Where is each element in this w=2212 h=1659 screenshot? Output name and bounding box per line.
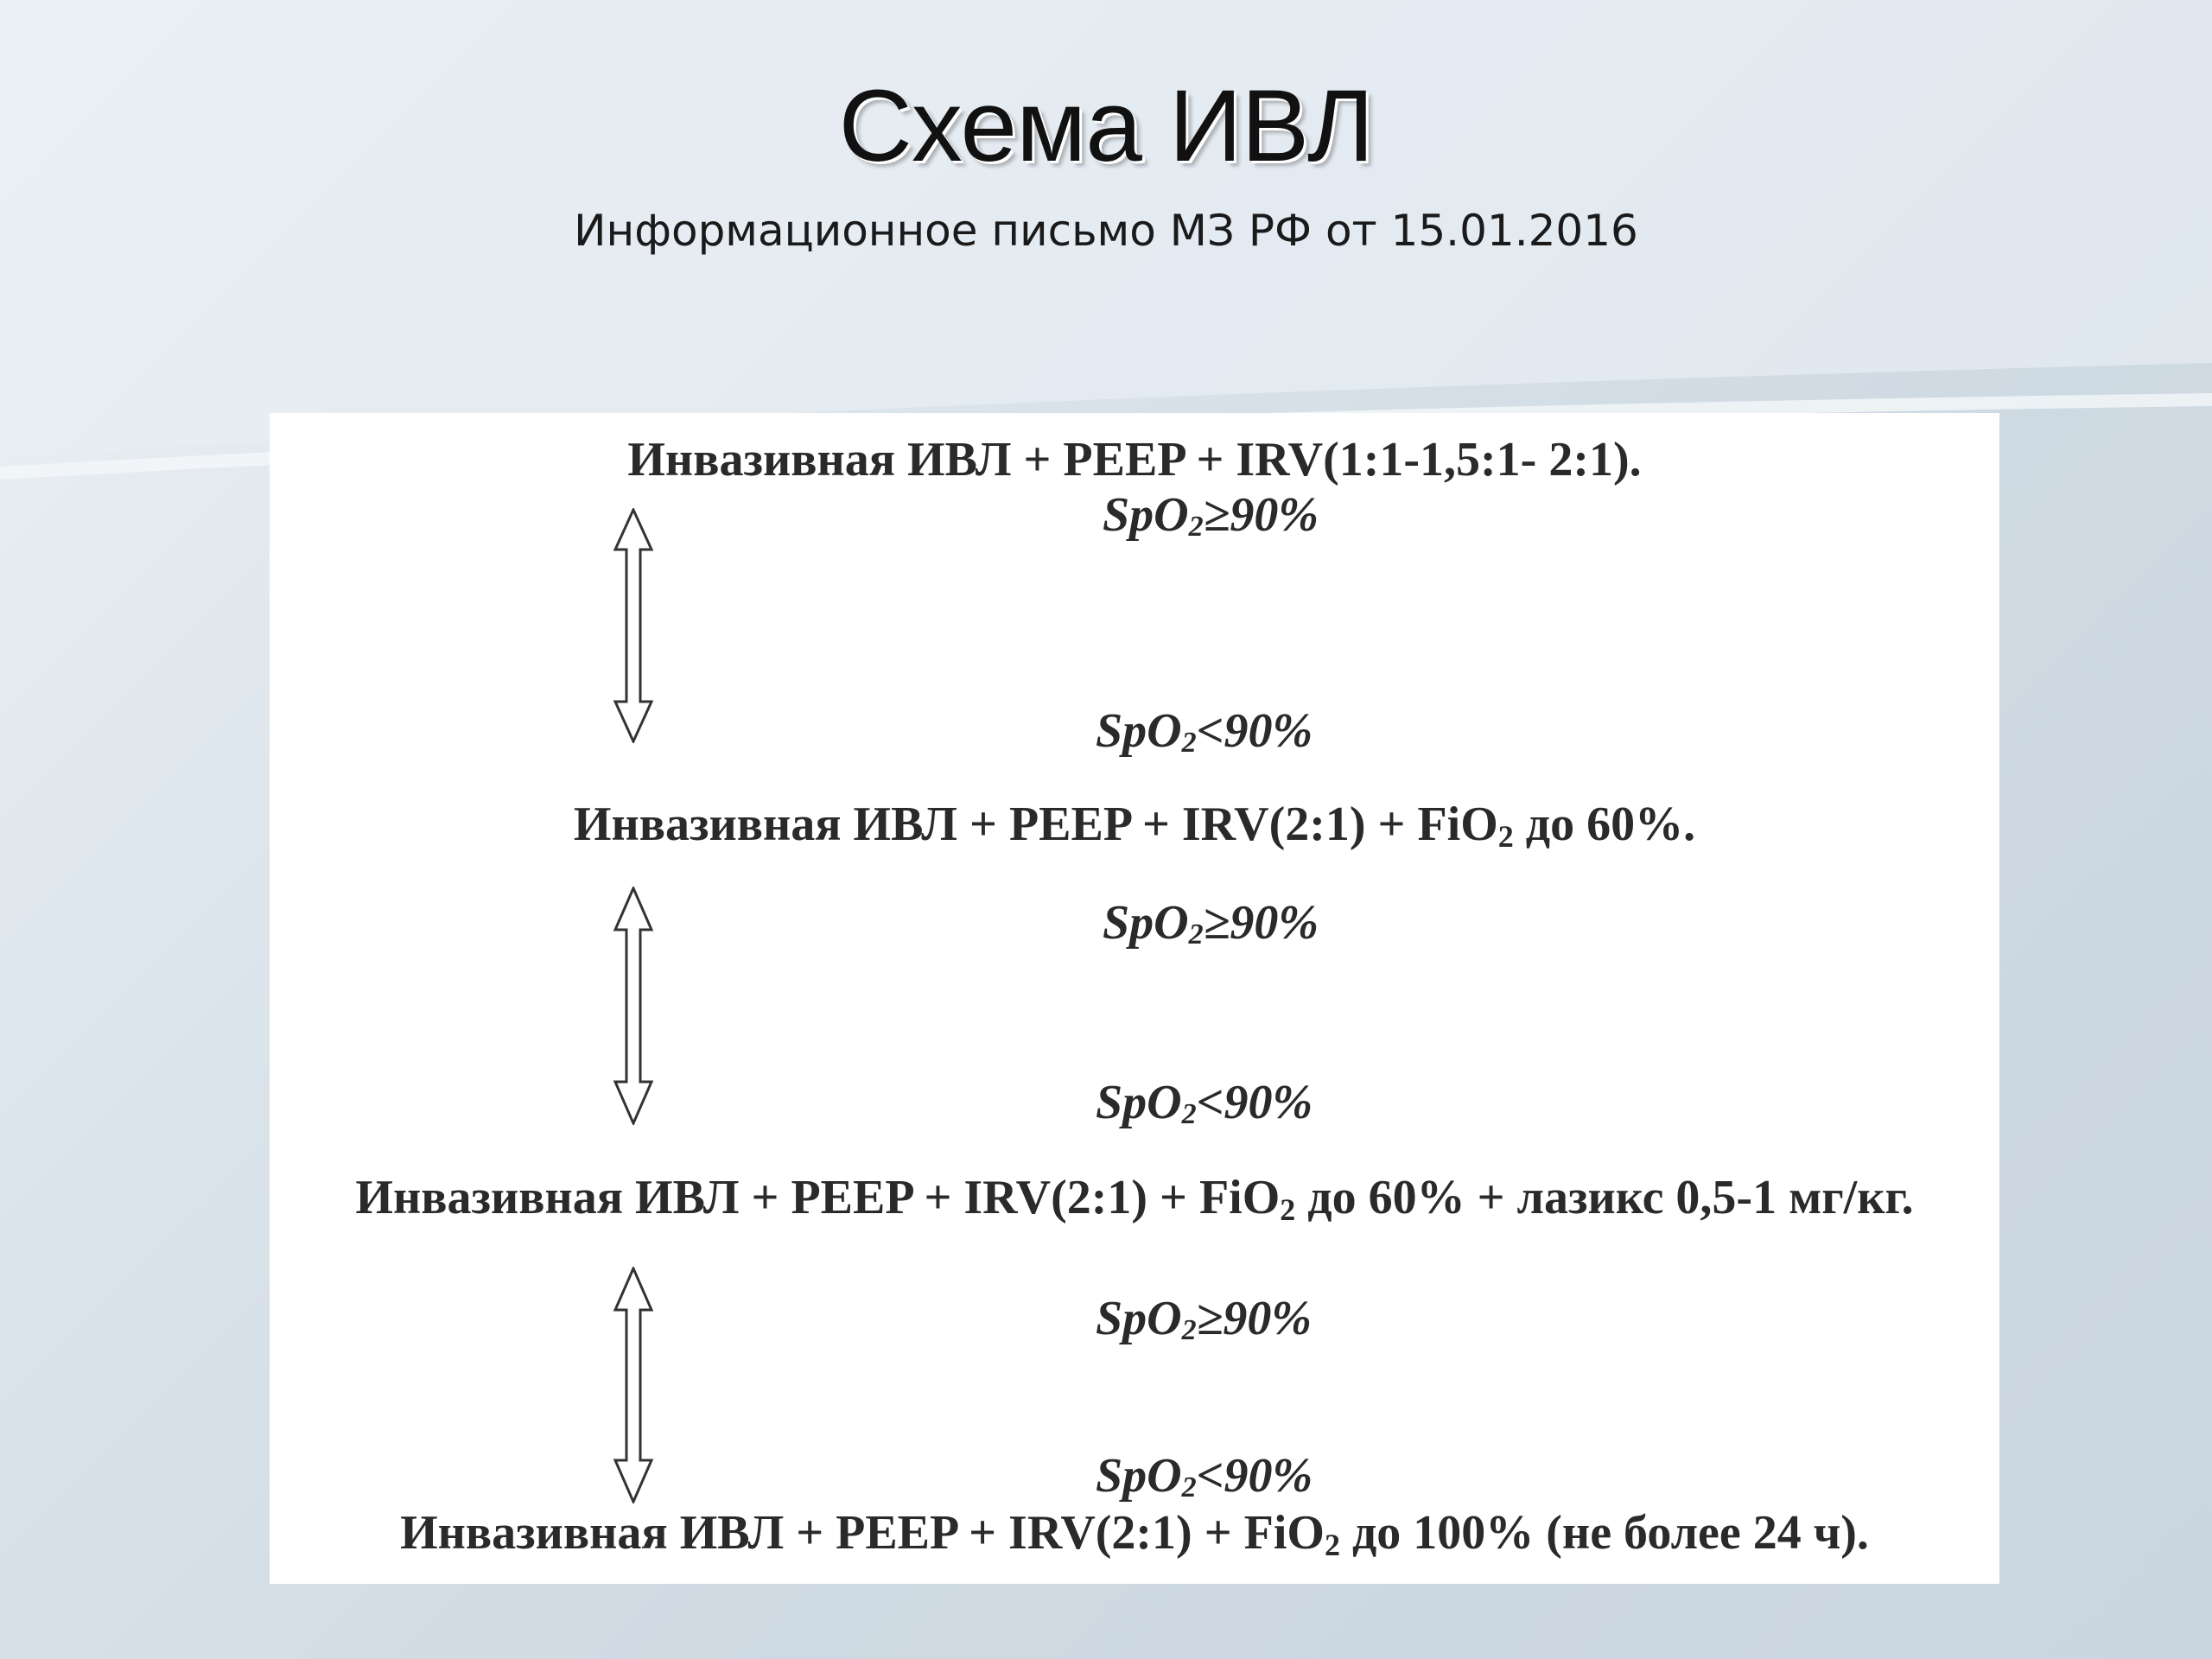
scheme-step-1 xyxy=(270,432,1999,487)
scheme-step-4: Инвазивная ИВЛ + PEEP + IRV(2:1) + FiO$_2$ до 100% (не более 24 ч). xyxy=(400,1506,1869,1562)
spo2-up-condition-2: SpO$_2$≥90% xyxy=(1103,896,1319,950)
step-1-text: Инвазивная ИВЛ + PEEP + IRV(1:1-1,5:1- 2:1). xyxy=(627,433,1642,486)
spo2-down-condition-1: SpO$_2$<90% xyxy=(1096,704,1313,759)
scheme-step-2: Инвазивная ИВЛ + PEEP + IRV(2:1) + FiO$_2$ до 60%. xyxy=(573,798,1696,854)
slide-subtitle: Информационное письмо МЗ РФ от 15.01.2016 xyxy=(574,206,1638,256)
spo2-down-condition-2: SpO$_2$<90% xyxy=(1096,1076,1313,1130)
scheme-step-3: Инвазивная ИВЛ + PEEP + IRV(2:1) + FiO$_2$ до 60% + лазикс 0,5-1 мг/кг. xyxy=(355,1171,1914,1227)
double-arrow-icon xyxy=(612,508,655,743)
double-arrow-icon xyxy=(612,887,655,1125)
spo2-up-condition-1: SpO$_2$≥90% xyxy=(1103,488,1319,543)
slide-title: Схема ИВЛ xyxy=(838,69,1374,183)
ventilation-scheme xyxy=(270,413,1999,1584)
spo2-up-condition-3: SpO$_2$≥90% xyxy=(1096,1292,1312,1346)
double-arrow-icon xyxy=(612,1267,655,1503)
spo2-down-condition-3: SpO$_2$<90% xyxy=(1096,1449,1313,1503)
